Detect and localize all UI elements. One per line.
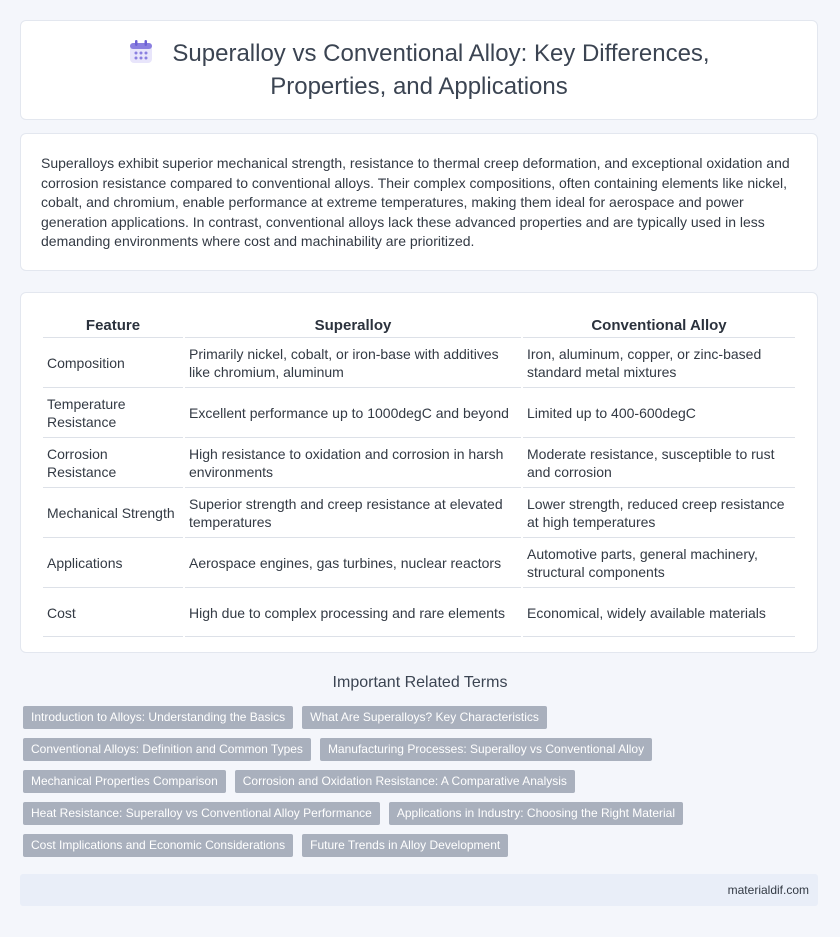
table-row xyxy=(43,538,795,588)
cell-conventional: Economical, widely available materials xyxy=(523,588,795,637)
related-term-tag[interactable]: Applications in Industry: Choosing the Right Material xyxy=(389,802,683,825)
cell-superalloy: High resistance to oxidation and corrosion in harsh environments xyxy=(185,438,521,488)
header-feature: Feature xyxy=(43,315,183,338)
cell-conventional: Automotive parts, general machinery, structural components xyxy=(523,538,795,588)
related-term-tag[interactable]: What Are Superalloys? Key Characteristics xyxy=(302,706,547,729)
header-superalloy: Superalloy xyxy=(185,315,521,338)
cell-superalloy: Primarily nickel, cobalt, or iron-base with additives like chromium, aluminum xyxy=(185,338,521,388)
related-term-tag[interactable]: Conventional Alloys: Definition and Common Types xyxy=(23,738,311,761)
related-terms-list xyxy=(23,706,723,866)
tag-row xyxy=(23,834,723,857)
table-row xyxy=(43,488,795,538)
title-card xyxy=(20,20,818,120)
tag-row xyxy=(23,802,723,825)
related-term-tag[interactable]: Cost Implications and Economic Considerations xyxy=(23,834,293,857)
page-title-text: Superalloy vs Conventional Alloy: Key Differences, Properties, and Applications xyxy=(172,40,710,100)
cell-conventional: Lower strength, reduced creep resistance at high temperatures xyxy=(523,488,795,538)
related-term-tag[interactable]: Manufacturing Processes: Superalloy vs Conventional Alloy xyxy=(320,738,652,761)
table-row xyxy=(43,588,795,637)
table-row xyxy=(43,338,795,388)
header-conventional: Conventional Alloy xyxy=(523,315,795,338)
comparison-table xyxy=(41,315,797,637)
related-term-tag[interactable]: Mechanical Properties Comparison xyxy=(23,770,226,793)
tag-row xyxy=(23,738,723,761)
cell-superalloy: Superior strength and creep resistance at elevated temperatures xyxy=(185,488,521,538)
tag-row xyxy=(23,770,723,793)
comparison-table-card xyxy=(20,292,818,653)
table-row xyxy=(43,388,795,438)
cell-feature: Mechanical Strength xyxy=(43,488,183,538)
footer xyxy=(20,874,818,906)
cell-superalloy: Aerospace engines, gas turbines, nuclear reactors xyxy=(185,538,521,588)
related-terms-title: Important Related Terms xyxy=(332,674,508,691)
cell-conventional: Limited up to 400-600degC xyxy=(523,388,795,438)
cell-feature: Corrosion Resistance xyxy=(43,438,183,488)
cell-conventional: Iron, aluminum, copper, or zinc-based standard metal mixtures xyxy=(523,338,795,388)
cell-feature: Composition xyxy=(43,338,183,388)
tag-row xyxy=(23,706,723,729)
cell-superalloy: High due to complex processing and rare elements xyxy=(185,588,521,637)
calendar-icon xyxy=(128,39,154,72)
intro-paragraph: Superalloys exhibit superior mechanical strength, resistance to thermal creep deformation, and exceptional oxidation and corrosion resistance compared to conventional alloys. Their complex compositions, often containing elements like nickel, cobalt, and chromium, enable performance at extreme temperatures, making them ideal for aerospace and power generation applications. In contrast, conventional alloys lack these advanced properties and are typically used in less demanding environments where cost and machinability are prioritized. xyxy=(41,155,790,249)
page-title xyxy=(69,39,769,101)
table-header-row xyxy=(43,315,795,338)
related-term-tag[interactable]: Future Trends in Alloy Development xyxy=(302,834,508,857)
cell-feature: Applications xyxy=(43,538,183,588)
cell-feature: Temperature Resistance xyxy=(43,388,183,438)
table-row xyxy=(43,438,795,488)
intro-card xyxy=(20,133,818,271)
related-term-tag[interactable]: Corrosion and Oxidation Resistance: A Comparative Analysis xyxy=(235,770,575,793)
footer-site-link[interactable]: materialdif.com xyxy=(727,883,809,897)
related-term-tag[interactable]: Heat Resistance: Superalloy vs Conventional Alloy Performance xyxy=(23,802,380,825)
cell-feature: Cost xyxy=(43,588,183,637)
cell-superalloy: Excellent performance up to 1000degC and beyond xyxy=(185,388,521,438)
cell-conventional: Moderate resistance, susceptible to rust and corrosion xyxy=(523,438,795,488)
related-term-tag[interactable]: Introduction to Alloys: Understanding the Basics xyxy=(23,706,293,729)
